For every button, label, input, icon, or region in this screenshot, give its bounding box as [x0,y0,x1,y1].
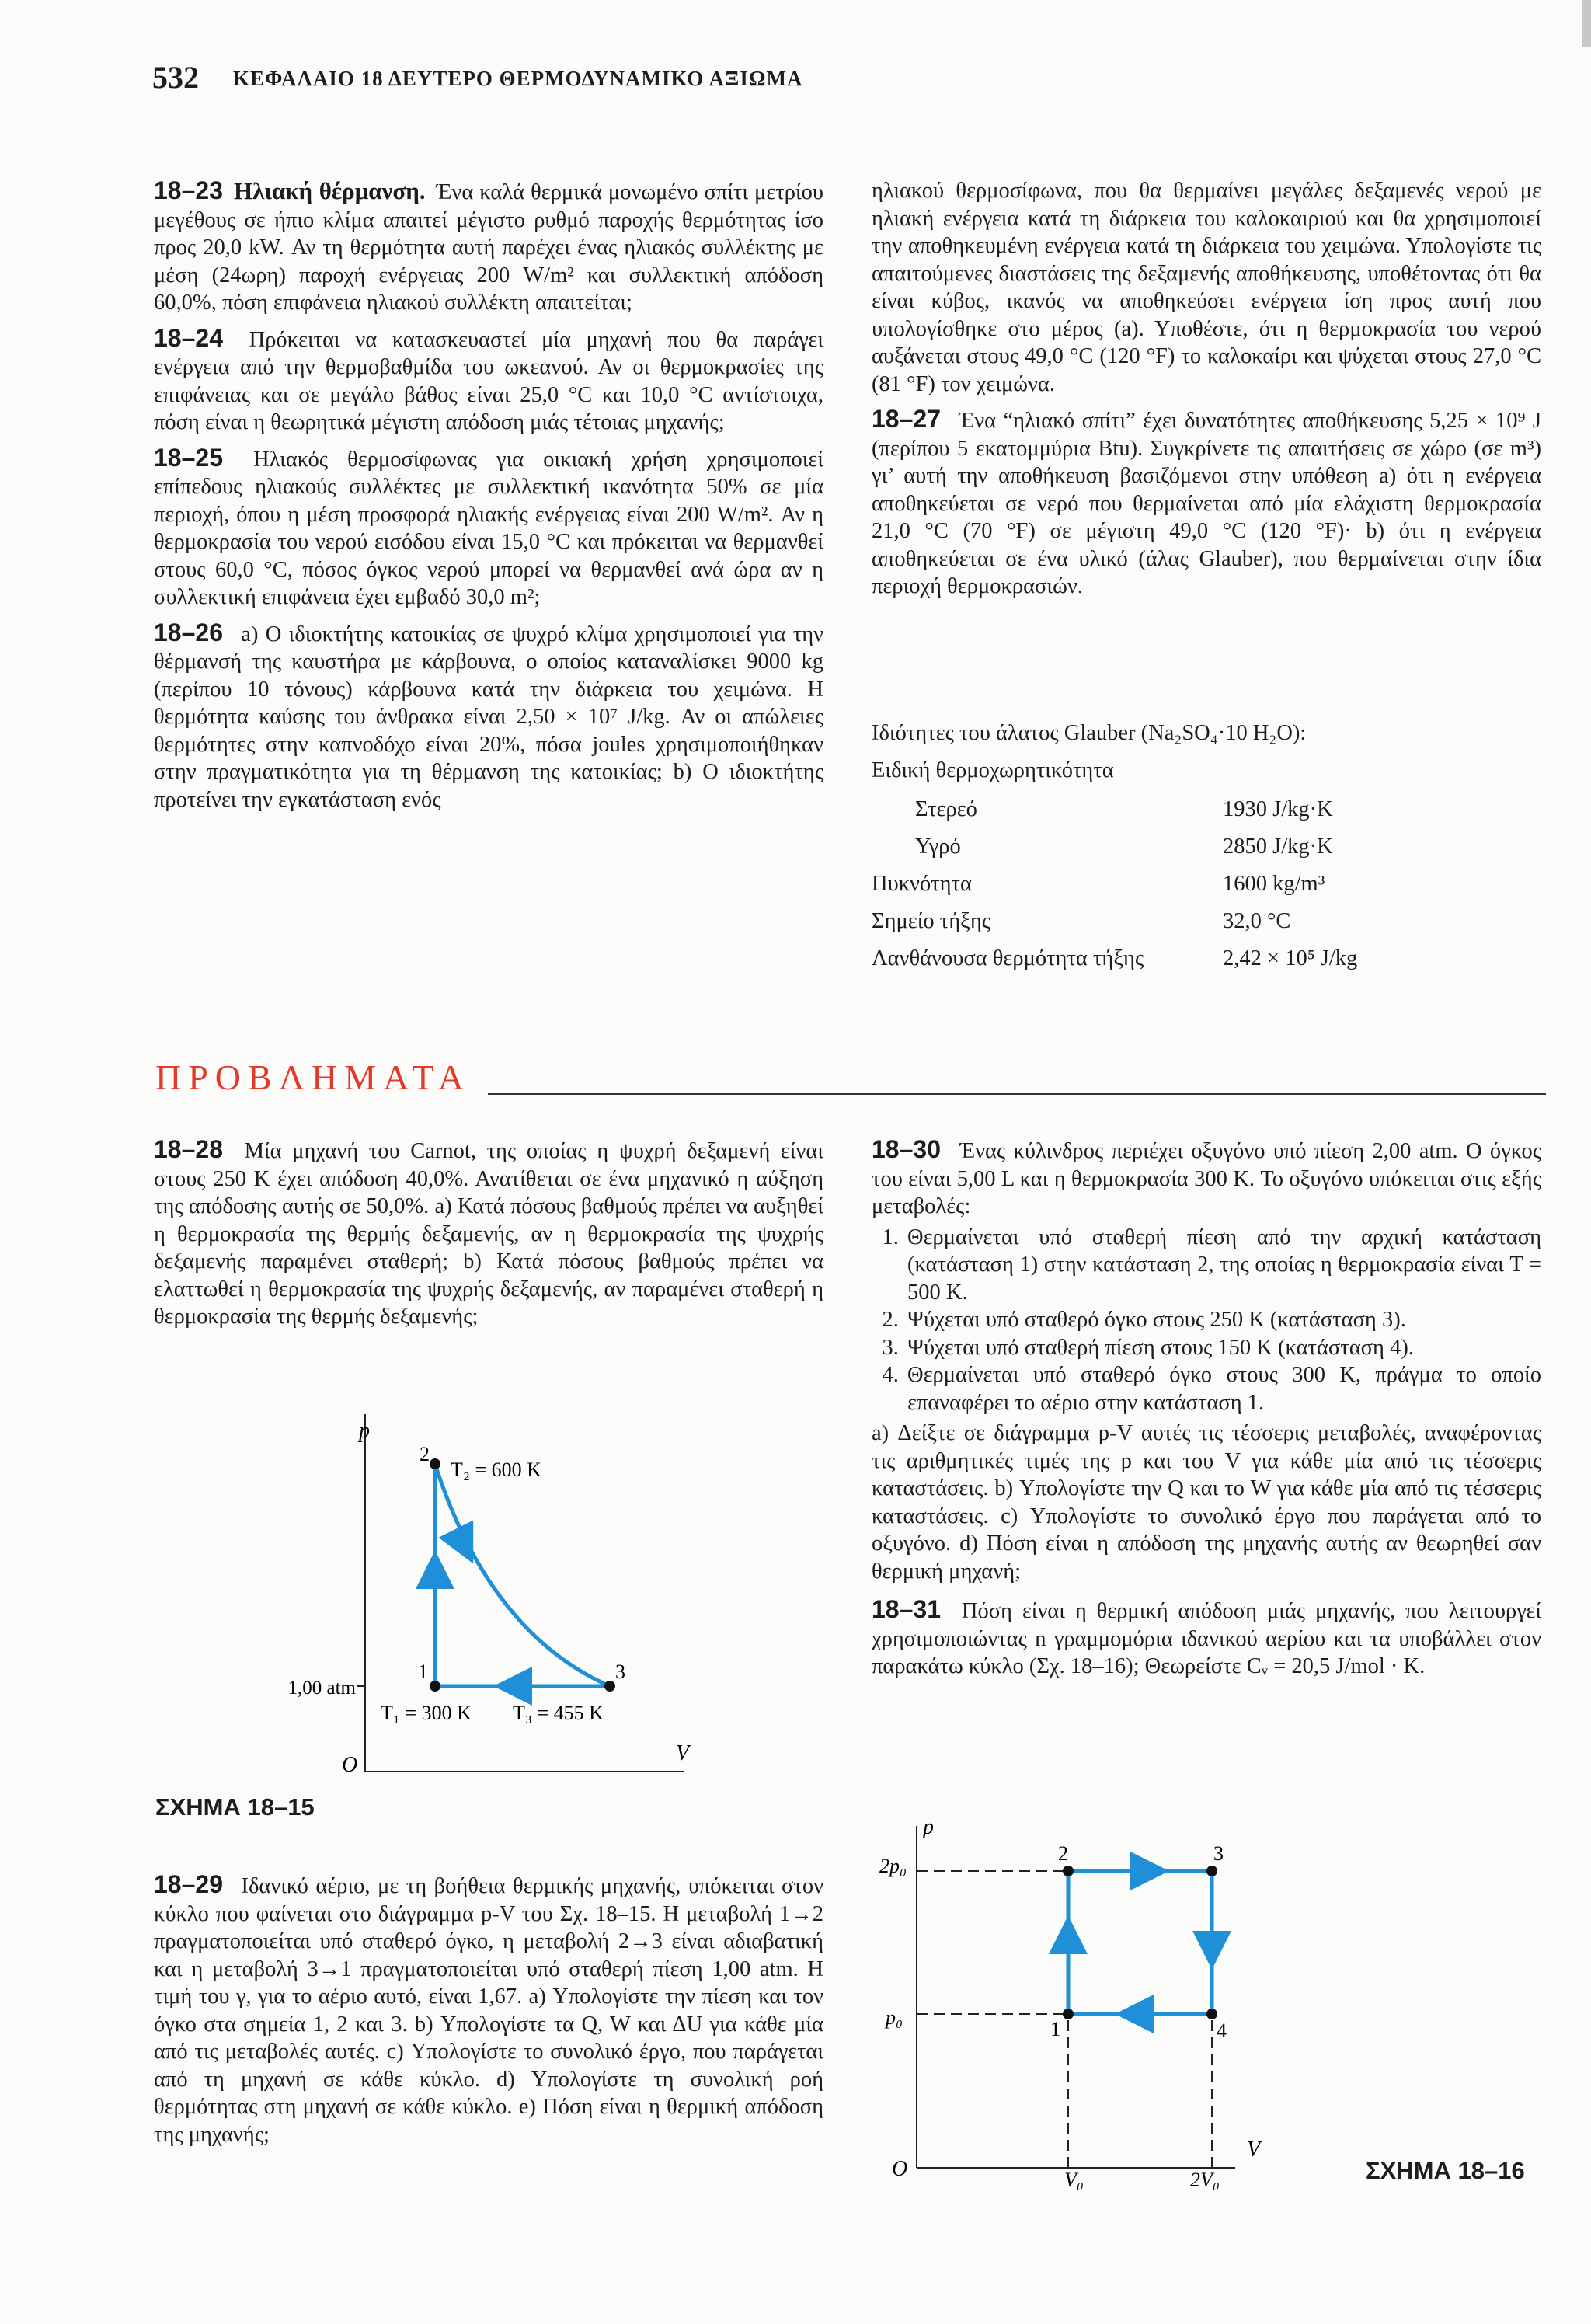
origin-label: O [892,2157,908,2181]
table-row-label: Λανθάνουσα θερμότητα τήξης [872,946,1144,970]
point-label-4: 4 [1217,2019,1227,2042]
figure-18-16-diagram [870,1810,1290,2191]
problem-number: 18–31 [872,1595,941,1623]
figure-18-15-diagram [256,1414,707,1787]
exercise-title: Ηλιακή θέρμανση. [233,177,426,204]
point-label-2: 2 [420,1443,430,1465]
problem-questions: a) Δείξτε σε διάγραμμα p-V αυτές τις τέσσερις μεταβολές, αναφέροντας τις αριθμητικές τιμές της p και του V για κάθε μία από τις τέσσερις καταστάσεις. b) Υπολογίστε την Q και το W για κάθε μία από τις τέσσερις καταστάσεις. c) Υπολογίστε το συνολικό έργο που παράγεται από το οξυγόνο. d) Πόση είναι η απόδοση της μηχανής αυτής αν θεωρηθεί σαν θερμική μηχανή; [872,1421,1541,1584]
exercises-right-column [872,177,1541,601]
list-item: 2. Ψύχεται υπό σταθερό όγκο στους 250 K (κατάσταση 3). [904,1306,1541,1334]
point-label-3: 3 [1213,1842,1224,1865]
figure-18-15-caption: ΣΧΗΜΑ 18–15 [155,1793,315,1821]
exercise-18-27 [872,406,1541,601]
problem-text: Πόση είναι η θερμική απόδοση μιάς μηχανής, που λειτουργεί χρησιμοποιώντας n γραμμομόρια ιδανικού αερίου και τα υποβάλλει στον παρακάτω κύκλο (Σχ. 18–16); Θεωρείστε Cᵥ = 20,5 J/mol · K. [872,1599,1542,1678]
exercise-number: 18–23 [154,176,223,204]
v-tick-2v0: 2V₀ [1190,2169,1220,2191]
temperature-label-t2: T₂ = 600 K [451,1458,541,1481]
problem-18-29 [154,1871,823,2148]
table-row-label: Στερεό [915,797,977,821]
table-row-label: Πυκνότητα [872,872,972,896]
table-row-value: 2850 J/kg·K [1223,834,1333,859]
figure-18-16-caption: ΣΧΗΜΑ 18–16 [1366,2157,1525,2184]
cycle-rectangle [1068,1871,1212,2014]
section-rule [488,1093,1546,1095]
axis-label-v: V [1247,2138,1261,2162]
table-subheading: Ειδική θερμοχωρητικότητα [872,758,1114,782]
state-point-4 [1206,2009,1217,2019]
origin-label: O [342,1753,358,1777]
table-row-value: 32,0 °C [1223,909,1291,933]
exercise-18-26-continued: ηλιακού θερμοσίφωνα, που θα θερμαίνει μεγάλες δεξαμενές νερού με ηλιακή ενέργεια κατά τη διάρκεια του καλοκαιριού και θα χρησιμοποιεί την αποθηκευμένη ενέργεια κατά τη διάρκεια του χειμώνα. Υπολογίστε τις απαιτούμενες διαστάσεις της δεξαμενής αποθήκευσης, υποθέτοντας ότι θα είναι κύβος, ικανός να αποθηκεύσει ενέργεια ίση προς αυτή που υπολογίσθηκε στο μέρος (a). Υποθέστε, ότι η θερμοκρασία του νερού αυξάνεται στους 49,0 °C (120 °F) το καλοκαίρι και ψύχεται στους 27,0 °C (81 °F) τον χειμώνα. [872,179,1541,396]
problem-text: Μία μηχανή του Carnot, της οποίας η ψυχρή δεξαμενή είναι στους 250 K έχει απόδοση 40,0%. Ανατίθεται σε ένα μηχανικό η αύξηση της απόδοσης αυτής σε 50,0%. a) Κατά πόσους βαθμούς πρέπει να αυξηθεί η θερμοκρασία της θερμής δεξαμενής, αν η θερμοκρασία της ψυχρής δεξαμενής παραμένει σταθερή; b) Κατά πόσους βαθμούς πρέπει να ελαττωθεί η θερμοκρασία της ψυχρής δεξαμενής, αν παραμένει σταθερή η θερμοκρασία της θερμής δεξαμενής; [154,1139,824,1329]
table-row-label: Σημείο τήξης [872,909,991,933]
problem-text: Ιδανικό αέριο, με τη βοήθεια θερμικής μηχανής, υπόκειται στον κύκλο που φαίνεται στο διάγραμμα p-V του Σχ. 18–15. Η μεταβολή 1→2 πραγματοποιείται υπό σταθερό όγκο, η μεταβολή 2→3 είναι αδιαβατική και η μεταβολή 3→1 πραγματοποιείται υπό σταθερή πίεση 1,00 atm. Η τιμή του γ, για το αέριο αυτό, είναι 1,67. a) Υπολογίστε την πίεση και τον όγκο στα σημεία 1, 2 και 3. b) Υπολογίστε τα Q, W και ΔU για κάθε μία από τις μεταβολές αυτές. c) Υπολογίστε το συνολικό έργο, που παράγεται από τη μηχανή σε κάθε κύκλο. d) Υπολογίστε τη συνολική ροή θερμότητας στη μηχανή σε κάθε κύκλο. e) Πόση είναι η θερμική απόδοση της μηχανής; [154,1874,824,2147]
axis-label-v: V [676,1741,690,1765]
table-heading: Ιδιότητες του άλατος Glauber (Na₂SO₄·10 H₂O): [872,721,1307,745]
state-point-3 [1206,1866,1217,1876]
state-point-1 [430,1681,440,1692]
axis-label-p: p [923,1815,934,1839]
exercise-text: a) Ο ιδιοκτήτης κατοικίας σε ψυχρό κλίμα χρησιμοποιεί για την θέρμανσή της καυστήρα με κάρβουνα, ο οποίος καταναλίσκει 9000 kg (περίπου 10 τόνους) κάρβουνα κατά την διάρκεια του χειμώνα. Η θερμότητα καύσης του άνθρακα είναι 2,50 × 10⁷ J/kg. Αν οι απώλειες θερμότητες στην καπνοδόχο είναι 20%, πόσα joules χρησιμοποιήθηκαν στην πραγματικότητα για τη θέρμανση της κατοικίας; b) Ο ιδιοκτήτης προτείνει την εγκατάσταση ενός [154,622,824,812]
point-label-1: 1 [418,1660,428,1683]
temperature-label-t1: T₁ = 300 K [381,1702,472,1724]
p-tick-p0: p₀ [886,2006,903,2029]
point-label-1: 1 [1050,2018,1060,2040]
table-row-value: 1930 J/kg·K [1223,797,1333,821]
page-edge [1582,0,1591,47]
problem-18-28 [154,1136,823,1331]
exercises-left-column [154,177,823,814]
exercise-text: Ένα “ηλιακό σπίτι” έχει δυνατότητες αποθήκευσης 5,25 × 10⁹ J (περίπου 5 εκατομμύρια Btu). Συγκρίνετε τις απαιτήσεις σε χώρο (σε m³) γι’ αυτή την αποθήκευση βασιζόμενοι στην υπόθεση a) ότι η ενέργεια αποθηκεύεται σε νερό που θερμαίνεται από μία ελάχιστη θερμοκρασία 21,0 °C (70 °F) σε μέγιστη 49,0 °C (120 °F)· b) ότι η ενέργεια αποθηκεύεται σε ένα υλικό (άλας Glauber), που θερμαίνεται στην ίδια περιοχή θερμοκρασιών. [872,409,1541,598]
exercise-text: Πρόκειται να κατασκευαστεί μία μηχανή που θα παράγει ενέργεια από την θερμοβαθμίδα του ωκεανού. Αν οι θερμοκρασίες της επιφάνειας και σε μεγάλο βάθος είναι 25,0 °C και 10,0 °C αντίστοιχα, πόση είναι η θεωρητικά μέγιστη απόδοση μιάς τέτοιας μηχανής; [154,327,823,434]
state-point-2 [430,1458,440,1469]
exercise-number: 18–26 [154,618,223,646]
exercise-text: Ένα καλά θερμικά μονωμένο σπίτι μετρίου μεγέθους σε ήπιο κλίμα απαιτεί μέγιστο ρυθμό παροχής θερμότητας ίσο προς 20,0 kW. Αν τη θερμότητα αυτή παρέχει ένας ηλιακός συλλέκτης με μέση (24ωρη) παροχή ενέργειας 200 W/m² και συλλεκτική απόδοση 60,0%, πόση επιφάνεια ηλιακού συλλέκτη απαιτείται; [154,180,823,315]
problem-18-31 [872,1596,1541,1681]
process-steps-list [872,1224,1541,1417]
exercise-18-25 [154,444,823,611]
list-item: 4. Θερμαίνεται υπό σταθερό όγκο στους 300 K, πράγμα το οποίο επαναφέρει το αέριο στην κατάσταση 1. [904,1361,1541,1416]
v-tick-v0: V₀ [1064,2169,1084,2191]
state-point-1 [1063,2009,1074,2019]
temperature-label-t3: T₃ = 455 K [513,1702,604,1724]
table-row-value: 1600 kg/m³ [1223,872,1325,896]
table-row-label: Υγρό [915,834,961,859]
process-2-3-adiabatic [435,1464,610,1686]
p-tick-2p0: 2p₀ [879,1855,907,1877]
point-label-2: 2 [1058,1842,1068,1865]
table-row-value: 2,42 × 10⁵ J/kg [1223,946,1358,970]
problem-18-30 [872,1136,1541,1681]
state-point-3 [604,1681,615,1692]
problem-number: 18–28 [154,1135,223,1163]
problem-number: 18–29 [154,1870,223,1898]
section-title: ΠΡΟΒΛΗΜΑΤΑ [155,1057,471,1097]
exercise-number: 18–27 [872,405,941,433]
list-item: 1. Θερμαίνεται υπό σταθερή πίεση από την αρχική κατάσταση (κατάσταση 1) στην κατάσταση 2, της οποίας η θερμοκρασία είναι T = 500 K. [904,1224,1541,1307]
problem-intro: Ένας κύλινδρος περιέχει οξυγόνο υπό πίεση 2,00 atm. Ο όγκος του είναι 5,00 L και η θερμοκρασία 300 K. Το οξυγόνο υπόκειται στις εξής μεταβολές: [872,1139,1541,1218]
exercise-number: 18–24 [154,323,223,352]
pressure-tick-label: 1,00 atm [287,1678,356,1699]
exercise-18-23 [154,177,823,317]
state-point-2 [1063,1866,1074,1876]
problem-number: 18–30 [872,1135,941,1163]
running-header: ΚΕΦΑΛΑΙΟ 18 ΔΕΥΤΕΡΟ ΘΕΡΜΟΔΥΝΑΜΙΚΟ ΑΞΙΩΜΑ [233,67,803,90]
exercise-number: 18–25 [154,443,223,472]
axis-label-p: p [359,1419,370,1443]
exercise-18-26 [154,619,823,814]
page-number: 532 [152,60,199,95]
exercise-text: Ηλιακός θερμοσίφωνας για οικιακή χρήση χρησιμοποιεί επίπεδους ηλιακούς συλλέκτες με συλλεκτική ικανότητα 50% σε μία περιοχή, όπου η μέση προσφορά ηλιακής ενέργειας είναι 200 W/m². Αν η θερμοκρασία του νερού εισόδου είναι 15,0 °C και πρόκειται να θερμανθεί στους 60,0 °C, πόσος όγκος νερού μπορεί να θερμανθεί ανά ώρα αν η συλλεκτική επιφάνεια έχει εμβαδό 30,0 m²; [154,447,824,609]
list-item: 3. Ψύχεται υπό σταθερή πίεση στους 150 K (κατάσταση 4). [904,1334,1541,1362]
exercise-18-24 [154,325,823,437]
point-label-3: 3 [615,1660,625,1683]
